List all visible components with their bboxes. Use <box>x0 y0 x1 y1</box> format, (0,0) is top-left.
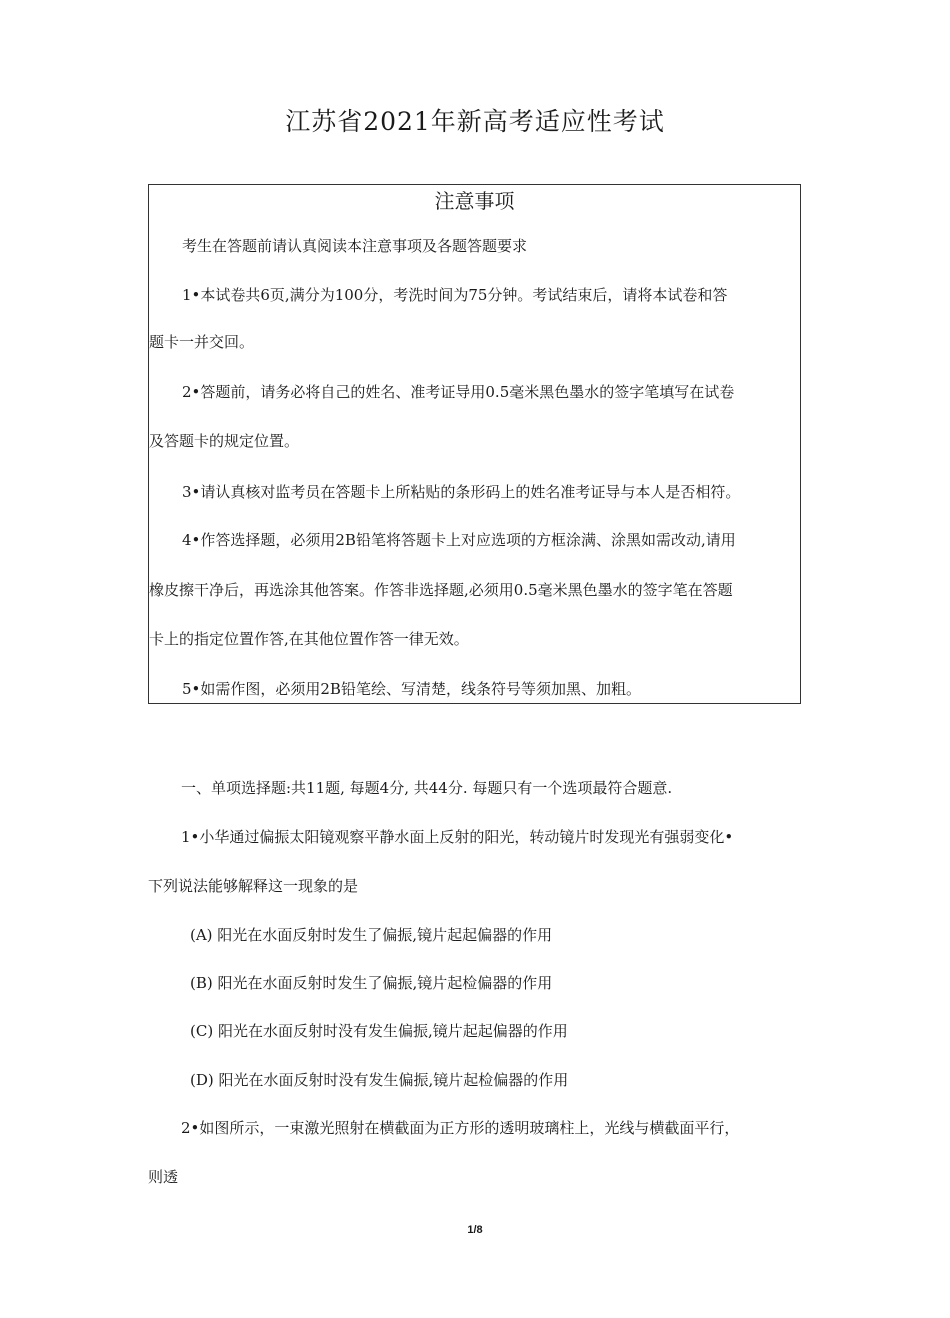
question-1-option-c: (C) 阳光在水面反射时没有发生偏振,镜片起起偏器的作用 <box>190 1022 568 1040</box>
question-1-stem: 1•小华通过偏振太阳镜观察平静水面上反射的阳光，转动镜片时发现光有强弱变化• <box>181 828 734 846</box>
page-title: 江苏省2021年新高考适应性考试 <box>285 107 665 136</box>
notice-line: 卡上的指定位置作答,在其他位置作答一律无效。 <box>149 630 469 648</box>
notice-line: 及答题卡的规定位置。 <box>149 432 300 450</box>
notice-heading: 注意事项 <box>434 189 515 213</box>
question-2-stem: 2•如图所示，一束激光照射在横截面为正方形的透明玻璃柱上，光线与横截面平行， <box>181 1119 740 1137</box>
notice-line: 3•请认真核对监考员在答题卡上所粘贴的条形码上的姓名准考证导与本人是否相符。 <box>182 483 741 501</box>
notice-line: 题卡一并交回。 <box>149 333 255 351</box>
question-1-option-a: (A) 阳光在水面反射时发生了偏振,镜片起起偏器的作用 <box>190 926 553 944</box>
question-1-option-b: (B) 阳光在水面反射时发生了偏振,镜片起检偏器的作用 <box>190 974 553 992</box>
notice-line: 2•答题前，请务必将自己的姓名、准考证导用0.5毫米黑色墨水的签字笔填写在试卷 <box>182 383 735 401</box>
question-1-stem-continued: 下列说法能够解释这一现象的是 <box>148 877 359 895</box>
notice-line: 1•本试卷共6页,满分为100分，考洗时间为75分钟。考试结束后，请将本试卷和答 <box>182 286 728 304</box>
question-2-stem-continued: 则透 <box>148 1168 179 1186</box>
notice-line: 5•如需作图，必须用2B铅笔绘、写清楚，线条符号等须加黑、加粗。 <box>182 680 641 698</box>
notice-line: 4•作答选择题，必须用2B铅笔将答题卡上对应选项的方框涂满、涂黑如需改动,请用 <box>182 531 736 549</box>
section-heading: 一、单项选择题:共11题, 每题4分, 共44分. 每题只有一个选项最符合题意. <box>181 779 673 797</box>
page-number: 1/8 <box>467 1224 483 1236</box>
notice-line: 考生在答题前请认真阅读本注意事项及各题答题要求 <box>182 237 528 255</box>
question-1-option-d: (D) 阳光在水面反射时没有发生偏振,镜片起检偏器的作用 <box>190 1071 569 1089</box>
notice-box <box>148 184 801 704</box>
notice-line: 橡皮擦干净后，再选涂其他答案。作答非选择题,必须用0.5毫米黑色墨水的签字笔在答题 <box>149 581 733 599</box>
